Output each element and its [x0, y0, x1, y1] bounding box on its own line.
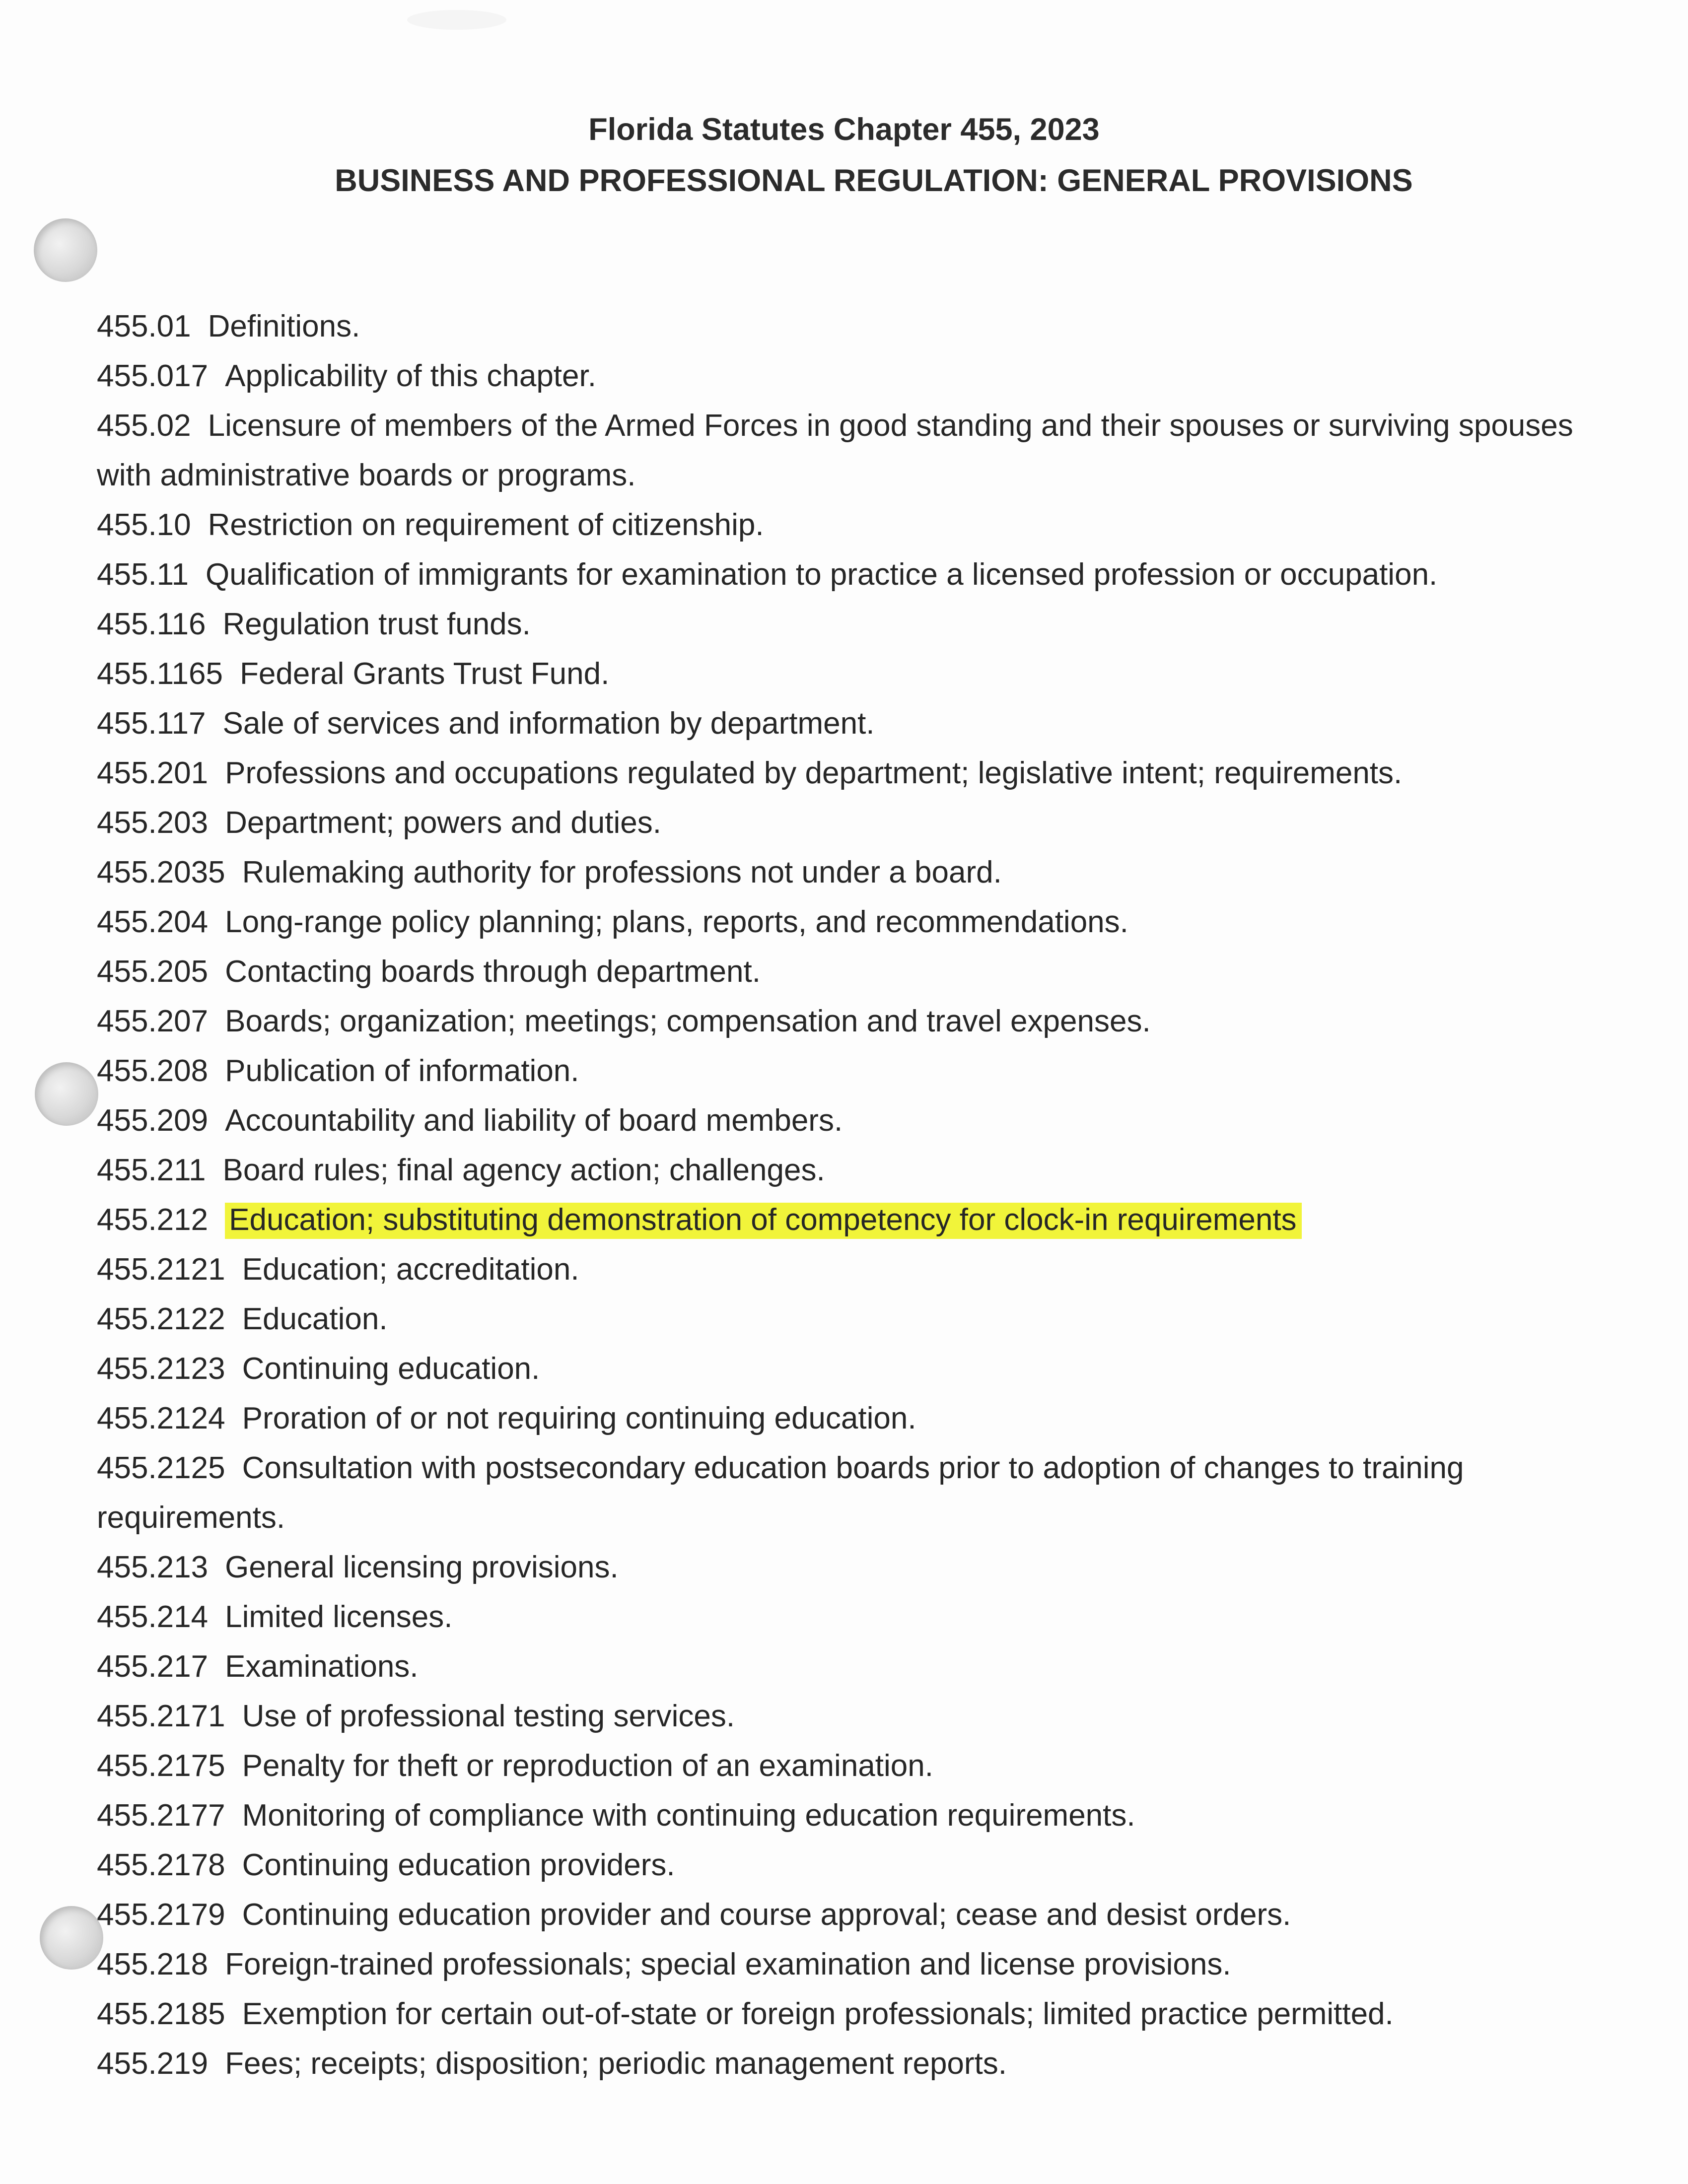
section-entry: [97, 1195, 1611, 1245]
section-number: 455.2175: [97, 1749, 225, 1783]
section-entry: [97, 600, 1611, 649]
section-title: General licensing provisions.: [225, 1550, 619, 1584]
section-number: 455.207: [97, 1004, 209, 1038]
section-entry: [97, 649, 1611, 699]
section-title: Education.: [242, 1302, 388, 1336]
section-title: Professions and occupations regulated by department; legislative intent; requirements.: [225, 756, 1403, 790]
section-entry: [97, 947, 1611, 997]
section-entry: [97, 1295, 1611, 1344]
section-entry: [97, 1046, 1611, 1096]
section-title: Department; powers and duties.: [225, 806, 661, 840]
section-entry: [97, 1642, 1611, 1692]
section-number: 455.10: [97, 508, 191, 542]
section-number: 455.211: [97, 1153, 206, 1187]
section-entry: [97, 1443, 1611, 1543]
section-number: 455.2179: [97, 1898, 225, 1932]
section-number: 455.02: [97, 409, 191, 443]
section-number: 455.217: [97, 1649, 209, 1684]
section-entry: [97, 1344, 1611, 1394]
section-title: Continuing education providers.: [242, 1848, 675, 1882]
section-title: Continuing education provider and course approval; cease and desist orders.: [242, 1898, 1291, 1932]
section-number: 455.218: [97, 1947, 209, 1981]
section-number: 455.213: [97, 1550, 209, 1584]
section-number: 455.204: [97, 905, 209, 939]
section-title: Board rules; final agency action; challenges.: [222, 1153, 825, 1187]
section-entry: [97, 2039, 1611, 2089]
section-title: Federal Grants Trust Fund.: [240, 657, 610, 691]
section-title: Consultation with postsecondary education boards prior to adoption of changes to training requirements.: [97, 1451, 1464, 1535]
section-entry: [97, 1592, 1611, 1642]
document-subtitle: BUSINESS AND PROFESSIONAL REGULATION: GENERAL PROVISIONS: [335, 163, 1413, 198]
section-entry: [97, 1791, 1611, 1841]
section-title: Penalty for theft or reproduction of an examination.: [242, 1749, 933, 1783]
section-title: Sale of services and information by department.: [222, 706, 875, 741]
punch-hole: [34, 218, 97, 282]
section-entry: [97, 500, 1611, 550]
section-number: 455.1165: [97, 657, 223, 691]
section-entry: [97, 550, 1611, 600]
section-title: Use of professional testing services.: [242, 1699, 735, 1733]
section-number: 455.212: [97, 1203, 209, 1237]
section-number: 455.2123: [97, 1352, 225, 1386]
section-entry: [97, 1543, 1611, 1592]
section-number: 455.2124: [97, 1401, 225, 1435]
section-title: Restriction on requirement of citizenship.: [208, 508, 764, 542]
section-number: 455.219: [97, 2047, 209, 2081]
section-number: 455.2125: [97, 1451, 225, 1485]
section-number: 455.201: [97, 756, 209, 790]
section-entry: [97, 302, 1611, 351]
section-number: 455.2177: [97, 1798, 225, 1833]
section-entry: [97, 1989, 1611, 2039]
section-title: Applicability of this chapter.: [225, 359, 596, 393]
section-title: Examinations.: [225, 1649, 419, 1684]
section-entry: [97, 1940, 1611, 1989]
section-entry: [97, 798, 1611, 848]
section-number: 455.116: [97, 607, 206, 641]
section-number: 455.01: [97, 309, 191, 343]
section-entry: [97, 1692, 1611, 1741]
section-entry: [97, 401, 1611, 500]
section-number: 455.205: [97, 955, 209, 989]
section-number: 455.203: [97, 806, 209, 840]
section-title: Rulemaking authority for professions not under a board.: [242, 855, 1002, 889]
section-entry: [97, 1890, 1611, 1940]
section-entry: [97, 848, 1611, 897]
section-entry: [97, 1245, 1611, 1295]
section-title: Long-range policy planning; plans, reports, and recommendations.: [225, 905, 1128, 939]
section-entry: [97, 1146, 1611, 1195]
section-entry: [97, 351, 1611, 401]
section-number: 455.017: [97, 359, 209, 393]
section-title: Boards; organization; meetings; compensation and travel expenses.: [225, 1004, 1151, 1038]
section-title-highlighted: Education; substituting demonstration of competency for clock-in requirements: [225, 1203, 1301, 1239]
section-number: 455.2035: [97, 855, 225, 889]
punch-hole: [40, 1906, 103, 1970]
section-title: Proration of or not requiring continuing education.: [242, 1401, 916, 1435]
section-title: Continuing education.: [242, 1352, 540, 1386]
section-number: 455.2171: [97, 1699, 225, 1733]
section-number: 455.11: [97, 557, 189, 592]
section-title: Fees; receipts; disposition; periodic management reports.: [225, 2047, 1007, 2081]
section-title: Accountability and liability of board members.: [225, 1103, 843, 1138]
section-entry: [97, 1841, 1611, 1890]
section-title: Qualification of immigrants for examination to practice a licensed profession or occupation.: [206, 557, 1438, 592]
section-entry: [97, 699, 1611, 749]
scan-smudge: [407, 10, 506, 30]
section-title: Publication of information.: [225, 1054, 579, 1088]
section-title: Definitions.: [208, 309, 360, 343]
section-entry: [97, 1741, 1611, 1791]
section-number: 455.209: [97, 1103, 209, 1138]
section-number: 455.208: [97, 1054, 209, 1088]
section-number: 455.2122: [97, 1302, 225, 1336]
section-number: 455.2121: [97, 1252, 225, 1287]
section-title: Licensure of members of the Armed Forces in good standing and their spouses or surviving spouses with administrative boards or programs.: [97, 409, 1573, 492]
section-number: 455.117: [97, 706, 206, 741]
section-title: Foreign-trained professionals; special examination and license provisions.: [225, 1947, 1231, 1981]
punch-hole: [35, 1062, 98, 1126]
section-list: [97, 302, 1611, 2089]
section-entry: [97, 897, 1611, 947]
section-entry: [97, 1096, 1611, 1146]
section-entry: [97, 1394, 1611, 1443]
section-title: Education; accreditation.: [242, 1252, 579, 1287]
section-title: Regulation trust funds.: [222, 607, 531, 641]
section-number: 455.2185: [97, 1997, 225, 2031]
section-title: Monitoring of compliance with continuing education requirements.: [242, 1798, 1135, 1833]
section-entry: [97, 997, 1611, 1046]
document-title: Florida Statutes Chapter 455, 2023: [588, 112, 1100, 147]
section-number: 455.2178: [97, 1848, 225, 1882]
section-entry: [97, 749, 1611, 798]
section-title: Limited licenses.: [225, 1600, 453, 1634]
section-title: Exemption for certain out-of-state or foreign professionals; limited practice permitted.: [242, 1997, 1394, 2031]
section-title: Contacting boards through department.: [225, 955, 761, 989]
section-number: 455.214: [97, 1600, 209, 1634]
